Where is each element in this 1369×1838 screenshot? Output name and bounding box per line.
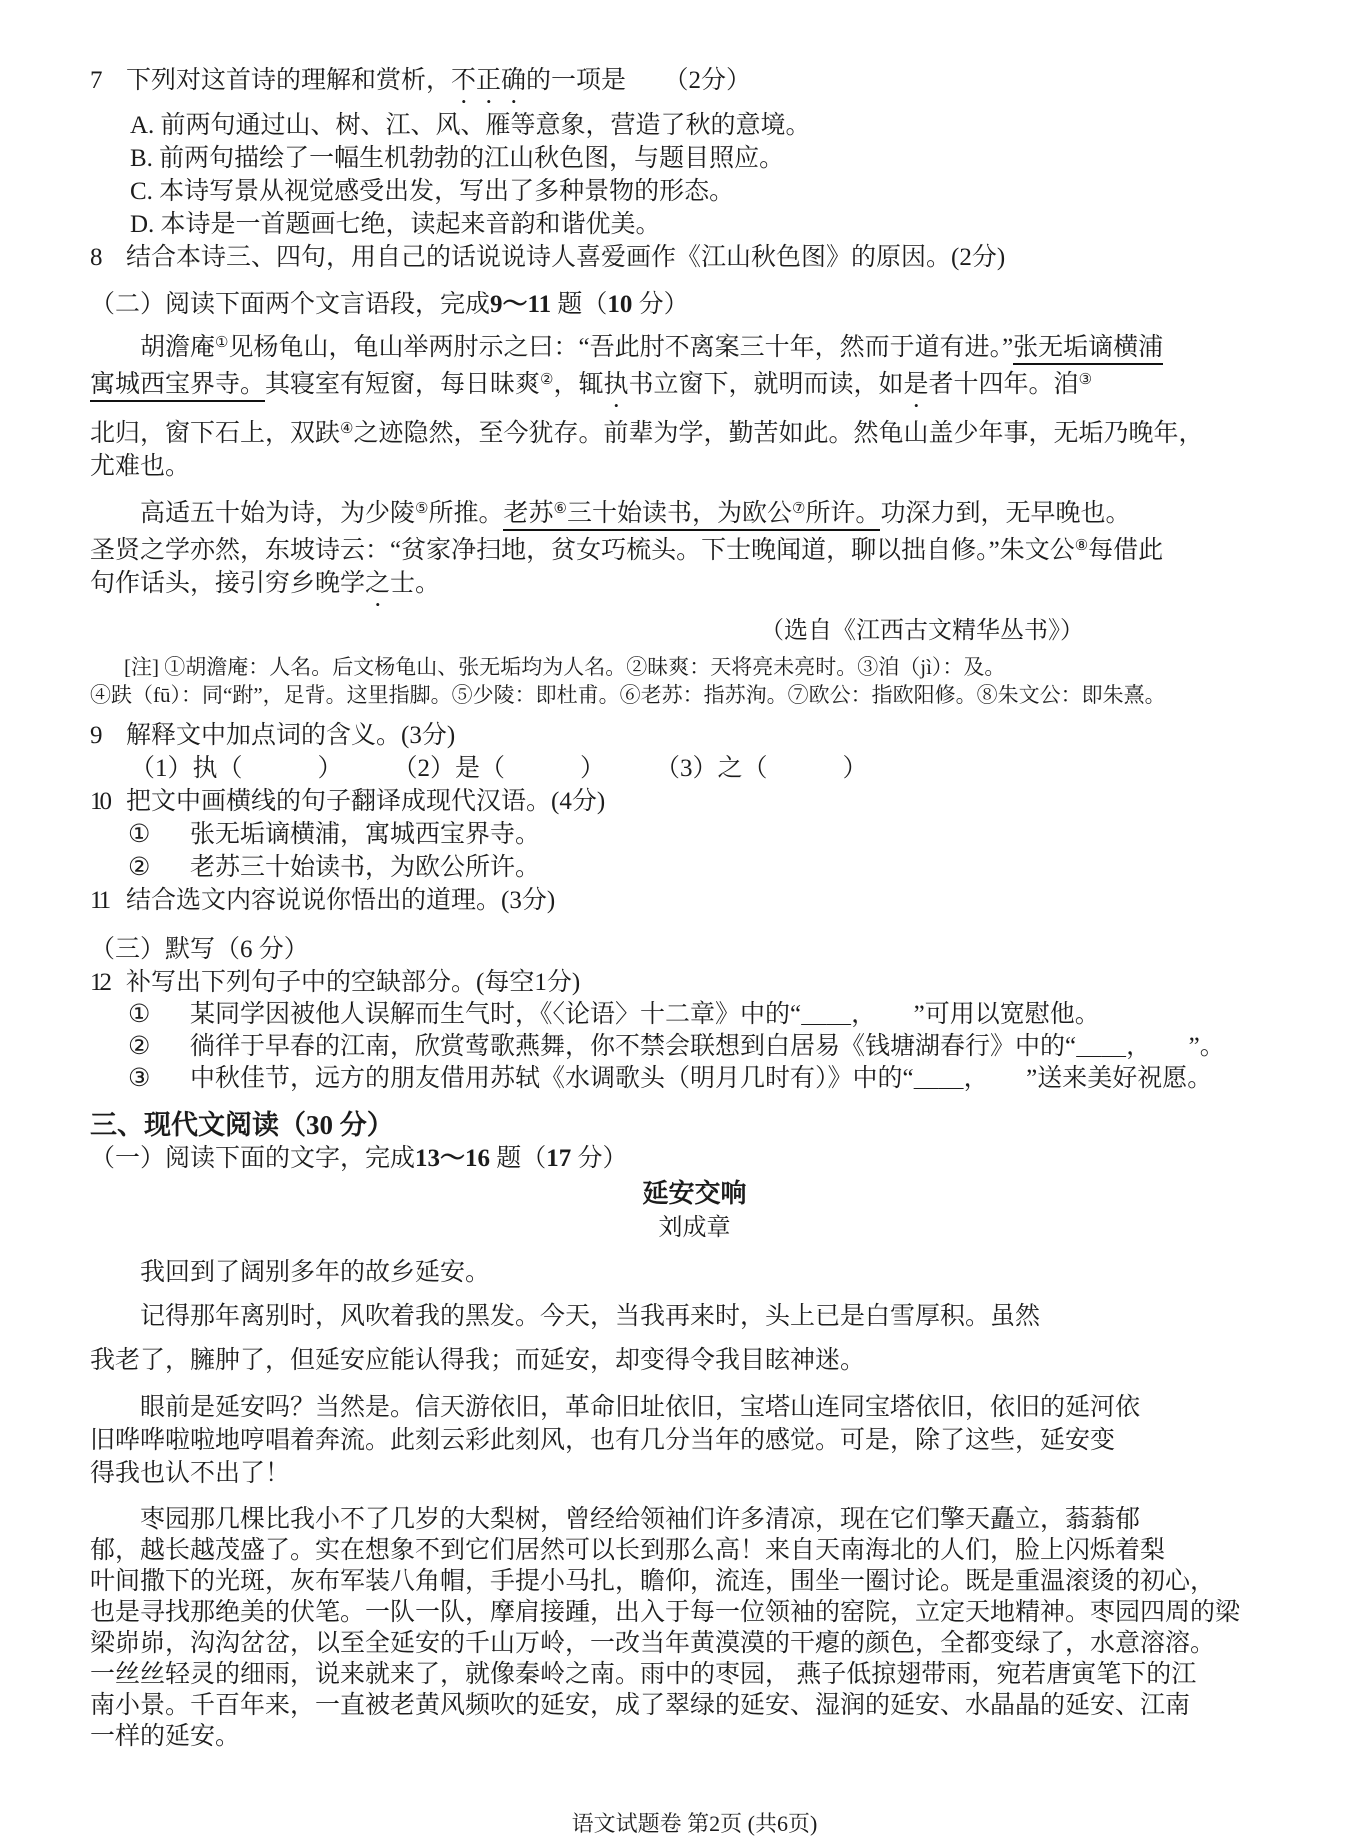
translation-item-1-text: 张无垢谪横浦，寓城西宝界寺。 <box>190 821 541 848</box>
text-segment: 功深力到，无早晚也。 <box>880 500 1131 527</box>
text-segment: 执 <box>603 371 629 398</box>
essay-p2-line-2: 我老了，臃肿了，但延安应能认得我；而延安，却变得令我目眩神迷。 <box>90 1347 866 1374</box>
question-12 <box>90 966 1299 999</box>
text-segment: 9～11 <box>490 291 552 318</box>
dictation-item-3-text: 中秋佳节，远方的朋友借用苏轼《水调歌头（明月几时有）》中的“＿＿， ”送来美好祝愿。 <box>190 1065 1213 1092</box>
dictation-item-2-number: ② <box>128 1033 148 1060</box>
question-12-number: 12 <box>90 969 109 996</box>
text-segment: 之迹隐然，至今犹存。前辈为学，勤苦如此。然龟山盖少年事，无垢乃晚年， <box>353 420 1204 447</box>
text-segment: 者十四年。洎 <box>928 371 1079 398</box>
page-footer: 语文试题卷 第2页 (共6页) <box>571 1811 818 1836</box>
essay-p4-line-7: 南小景。千百年来，一直被老黄风频吹的延安，成了翠绿的延安、湿润的延安、水晶晶的延安、江南 <box>90 1692 1191 1719</box>
text-segment: 书立窗下，就明而读，如 <box>628 371 904 398</box>
text-segment: 三十始读书，为欧公 <box>567 500 792 531</box>
text-segment: 士。 <box>390 570 441 597</box>
text-segment: 的一项是 （2分） <box>526 67 752 94</box>
dictation-item-1 <box>90 999 1299 1031</box>
question-9 <box>90 719 1299 752</box>
text-segment: 张无垢谪横浦 <box>1013 334 1163 365</box>
translation-item-2-number: ② <box>128 854 148 881</box>
section-3-header: （三）默写（6 分） <box>90 936 309 963</box>
dictation-item-1-text: 某同学因被他人误解而生气时，《〈论语〉十二章》中的“＿＿， ”可用以宽慰他。 <box>190 1001 1100 1028</box>
question-8-number: 8 <box>90 244 103 271</box>
question-10-stem: 把文中画横线的句子翻译成现代汉语。(4分) <box>126 788 606 815</box>
text-segment: ⑧ <box>1074 538 1089 554</box>
essay-p4-line-2: 郁，越长越茂盛了。实在想象不到它们居然可以长到那么高！来自天南海北的人们，脸上闪烁着梨 <box>90 1537 1166 1564</box>
text-segment: 分） <box>571 1145 628 1172</box>
essay-p4-line-5: 梁峁峁，沟沟岔岔，以至全延安的千山万岭，一改当年黄漠漠的干瘪的颜色，全都变绿了，水意溶溶。 <box>90 1630 1216 1657</box>
question-11 <box>90 884 1299 917</box>
text-segment: 见杨龟山，龟山举两肘示之曰：“吾此肘不离案三十年，然而于道有进。” <box>228 334 1014 361</box>
essay-p3-line-2: 旧哗哗啦啦地哼唱着奔流。此刻云彩此刻风，也有几分当年的感觉。可是，除了这些，延安变 <box>90 1427 1116 1454</box>
text-segment: 寓城西宝界寺。 <box>90 371 265 402</box>
text-segment: 每借此 <box>1088 537 1164 564</box>
essay-p1-line-1: 我回到了阔别多年的故乡延安。 <box>140 1259 491 1286</box>
question-10 <box>90 785 1299 818</box>
text-segment: 所许。 <box>805 500 880 531</box>
translation-item-1 <box>90 818 1299 851</box>
text-segment: ⑤ <box>415 501 429 517</box>
essay-p4-line-6: 一丝丝轻灵的细雨，说来就来了，就像秦岭之南。雨中的枣园， 燕子低掠翅带雨，宛若唐寅笔下的江 <box>90 1661 1197 1688</box>
question-7-number: 7 <box>90 67 103 94</box>
text-segment: 题（ <box>490 1145 547 1172</box>
essay-author: 刘成章 <box>658 1215 731 1241</box>
text-segment: 17 <box>546 1145 572 1172</box>
section-modern-reading-header: 三、现代文阅读（30 分） <box>90 1110 394 1140</box>
text-segment: ，辄 <box>553 371 604 398</box>
essay-p3-line-1: 眼前是延安吗？当然是。信天游依旧，革命旧址依旧，宝塔山连同宝塔依旧，依旧的延河依 <box>140 1394 1141 1421</box>
text-segment: 胡澹庵 <box>140 334 216 361</box>
dictation-item-2-text: 徜徉于早春的江南，欣赏莺歌燕舞，你不禁会联想到白居易《钱塘湖春行》中的“＿＿， ”。 <box>190 1033 1225 1060</box>
question-7-stem <box>126 67 751 94</box>
text-segment: ④ <box>340 421 354 437</box>
dictation-item-3-number: ③ <box>128 1065 148 1092</box>
text-segment: 题（ <box>551 291 608 318</box>
question-10-number: 10 <box>90 788 109 815</box>
text-segment: （二）阅读下面两个文言语段，完成 <box>90 291 491 318</box>
passage-2-line-1 <box>90 493 1299 530</box>
question-9-stem: 解释文中加点词的含义。(3分) <box>126 722 456 749</box>
dictation-item-1-number: ① <box>128 1001 148 1028</box>
text-segment: 圣贤之学亦然，东坡诗云：“贫家净扫地，贫女巧梳头。下士晚闻道，聊以拙自修。”朱文公 <box>90 537 1075 564</box>
question-7-option-a: A. 前两句通过山、树、江、风、雁等意象，营造了秋的意境。 <box>130 112 811 139</box>
translation-item-2 <box>90 851 1299 884</box>
dictation-item-3 <box>90 1063 1299 1095</box>
essay-p4-line-8: 一样的延安。 <box>90 1723 241 1750</box>
text-segment: 高适五十始为诗，为少陵 <box>140 500 416 527</box>
text-segment: 13～16 <box>415 1145 491 1172</box>
translation-item-1-number: ① <box>128 821 148 848</box>
question-11-number: 11 <box>90 887 109 914</box>
question-8-stem: 结合本诗三、四句，用自己的话说说诗人喜爱画作《江山秋色图》的原因。(2分) <box>126 244 1006 271</box>
text-segment <box>554 500 567 531</box>
section-2-header <box>90 288 1299 321</box>
text-segment: 其寝室有短窗，每日昧爽 <box>265 371 541 398</box>
section-modern-sub-header <box>90 1142 1299 1175</box>
text-segment: 北归，窗下石上，双趺 <box>90 420 341 447</box>
text-segment: 是 <box>903 371 929 398</box>
text-segment: 10 <box>607 291 633 318</box>
question-7-option-b: B. 前两句描绘了一幅生机勃勃的江山秋色图，与题目照应。 <box>130 145 785 172</box>
text-segment: 下列对这首诗的理解和赏析， <box>126 67 452 94</box>
passage-1-line-2 <box>90 364 1299 413</box>
passage-notes-line-1: [注] ①胡澹庵：人名。后文杨龟山、张无垢均为人名。②昧爽：天将亮未亮时。③洎（jì）：及。 <box>124 655 1006 679</box>
text-segment: 尤难也。 <box>90 453 191 480</box>
text-segment: ③ <box>1078 372 1093 388</box>
question-7-option-c: C. 本诗写景从视觉感受出发，写出了多种景物的形态。 <box>130 178 735 205</box>
text-segment: 老苏 <box>503 500 553 531</box>
essay-title: 延安交响 <box>642 1179 747 1208</box>
translation-item-2-text: 老苏三十始读书，为欧公所许。 <box>190 854 541 881</box>
text-segment: （一）阅读下面的文字，完成 <box>90 1145 416 1172</box>
passage-1-line-3 <box>90 413 1299 450</box>
passage-2-line-3 <box>90 567 1299 612</box>
passage-2-line-2 <box>90 530 1299 567</box>
essay-p4-line-3: 叶间撒下的光斑，灰布军装八角帽，手提小马扎，瞻仰，流连，围坐一圈讨论。既是重温滚烫的初心， <box>90 1568 1216 1595</box>
essay-p2-line-1: 记得那年离别时，风吹着我的黑发。今天，当我再来时，头上已是白雪厚积。虽然 <box>140 1303 1041 1330</box>
question-7-option-d: D. 本诗是一首题画七绝，读起来音韵和谐优美。 <box>130 211 661 238</box>
question-12-stem: 补写出下列句子中的空缺部分。(每空1分) <box>126 969 581 996</box>
text-segment: 之 <box>365 570 391 597</box>
essay-p4-line-1: 枣园那几棵比我小不了几岁的大梨树，曾经给领袖们许多清凉，现在它们擎天矗立，蓊蓊郁 <box>140 1506 1141 1533</box>
text-segment: 不正确 <box>451 67 527 94</box>
essay-p4-line-4: 也是寻找那绝美的伏笔。一队一队，摩肩接踵，出入于每一位领袖的窑院，立定天地精神。枣园四周的梁 <box>90 1599 1241 1626</box>
text-segment: 分） <box>632 291 689 318</box>
essay-p3-line-3: 得我也认不出了！ <box>90 1460 291 1487</box>
text-segment: 句作话头，接引穷乡晚学 <box>90 570 366 597</box>
text-segment: 所推。 <box>428 500 504 527</box>
passage-notes-line-2: ④趺（fū）：同“跗”，足背。这里指脚。⑤少陵：即杜甫。⑥老苏：指苏洵。⑦欧公：指欧阳修。⑧朱文公：即朱熹。 <box>90 683 1166 707</box>
question-11-stem: 结合选文内容说说你悟出的道理。(3分) <box>126 887 556 914</box>
superscript-note-ref: ⑥ <box>553 501 567 517</box>
dictation-item-2 <box>90 1031 1299 1063</box>
passage-1-line-4 <box>90 450 1299 483</box>
text-segment: ① <box>215 335 229 351</box>
superscript-note-ref: ⑦ <box>791 501 806 517</box>
question-8 <box>90 241 1299 274</box>
text-segment <box>792 500 805 531</box>
question-7 <box>90 64 1299 109</box>
text-segment: ② <box>540 372 554 388</box>
passage-source: （选自《江西古文精华丛书》） <box>760 618 1084 644</box>
question-9-blanks: （1）执（ ） （2）是（ ） （3）之（ ） <box>130 755 868 782</box>
question-9-number: 9 <box>90 722 103 749</box>
passage-1-line-1 <box>90 327 1299 364</box>
